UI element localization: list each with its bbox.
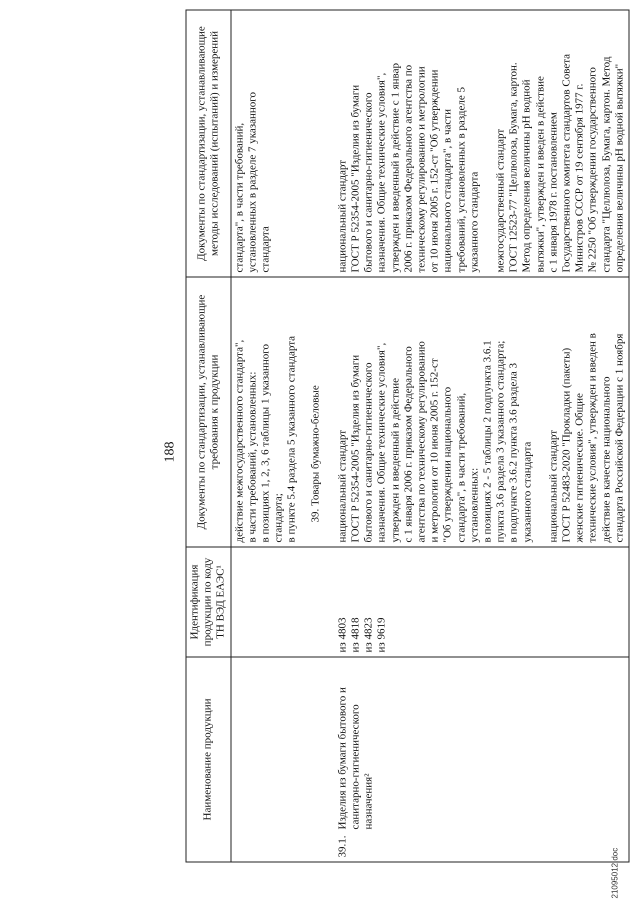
text-line: женские гигиенические. Общие bbox=[573, 393, 586, 543]
section-title: 39. Товары бумажно-беловые bbox=[309, 385, 322, 523]
text-line: агентства по техническому регулированию bbox=[415, 341, 428, 543]
text-line: стандарта", в части требований, bbox=[455, 392, 468, 543]
page-number: 188 bbox=[162, 441, 178, 463]
text-line: установленных: bbox=[468, 467, 481, 543]
text-line: стандарта "Целлюлоза, Бумага, картон. Метод bbox=[600, 56, 613, 273]
cont-name-cell bbox=[231, 657, 335, 862]
text-line: техническому регулированию и метрологии bbox=[415, 66, 428, 273]
text-line: требований, установленных в разделе 5 bbox=[455, 86, 468, 273]
hs-code: из 9619 bbox=[375, 617, 388, 653]
text-line: вытяжки", утвержден и введен в действие bbox=[534, 76, 547, 273]
item-name-cell bbox=[334, 657, 629, 862]
text-line: с 1 января 2006 г. приказом Федерального bbox=[402, 346, 415, 543]
text-line: в пункте 5.4 раздела 5 указанного стандарта bbox=[285, 335, 298, 543]
text-line: национальный стандарт bbox=[547, 429, 560, 543]
text-line: стандарта; bbox=[272, 493, 285, 543]
text-line: технические условия", утвержден и введен в bbox=[586, 333, 599, 543]
text-line: утвержден и введенный в действие bbox=[389, 378, 402, 543]
text-line: от 10 июня 2005 г. 152-ст "Об утверждении bbox=[428, 69, 441, 273]
item-req-cell bbox=[334, 277, 629, 547]
text-line: установленных в разделе 7 указанного bbox=[246, 91, 259, 273]
doc-footer: 21095012.doc bbox=[610, 847, 620, 899]
text-line: назначения. Общие технические условия", bbox=[375, 72, 388, 273]
text-line: Метод определения величины pH водной bbox=[520, 79, 533, 273]
text-line: утвержден и введенный в действие с 1 январ bbox=[389, 63, 402, 273]
header-row bbox=[186, 10, 231, 862]
item-number: 39.1. bbox=[336, 835, 349, 858]
cont-code-cell bbox=[231, 547, 335, 657]
text-line: определения величины pH водной вытяжки" bbox=[613, 63, 626, 273]
cont-req-cell bbox=[231, 277, 335, 547]
text-line: 2006 г. приказом Федерального агентства по bbox=[402, 64, 415, 273]
text-line: стандарта Российской Федерации с 1 ноября bbox=[613, 333, 626, 543]
text-line: бытового и санитарно-гигиенического bbox=[362, 92, 375, 273]
text-line: "Об утверждении национального bbox=[441, 386, 454, 543]
hs-code: из 4818 bbox=[349, 617, 362, 653]
text-line: бытового и санитарно-гигиенического bbox=[362, 362, 375, 543]
standards-table bbox=[186, 10, 630, 863]
item-code-cell bbox=[334, 547, 629, 657]
text-line: указанного стандарта bbox=[468, 171, 481, 273]
item-meth-cell bbox=[334, 10, 629, 277]
header-name: Наименование продукции bbox=[186, 657, 231, 862]
text-line: действие в качестве национального bbox=[600, 376, 613, 543]
text-line: национальный стандарт bbox=[336, 159, 349, 273]
text-line: с 1 января 1978 г. постановлением bbox=[547, 112, 560, 273]
text-line: назначения. Общие технические условия", bbox=[375, 342, 388, 543]
text-line: межгосударственный стандарт bbox=[494, 128, 507, 273]
text-line: и метрологии от 10 июня 2005 г. 152-ст bbox=[428, 358, 441, 543]
header-requirements: Документы по стандартизации, устанавливающие требования к продукции bbox=[186, 277, 231, 547]
cont-meth-cell bbox=[231, 10, 335, 277]
text-line: действие межгосударственного стандарта", bbox=[233, 339, 246, 543]
text-line: ГОСТ Р 52483-2020 "Прокладки (пакеты) bbox=[560, 347, 573, 543]
text-line: стандарта", в части требований, bbox=[233, 122, 246, 273]
text-line: в позициях 2 - 5 таблицы 2 подпункта 3.6.1 bbox=[481, 340, 494, 543]
text-line: национального стандарта", в части bbox=[441, 109, 454, 273]
text-line: ГОСТ Р 52354-2005 "Изделия из бумаги bbox=[349, 354, 362, 543]
text-line: № 2250 "Об утверждении государственного bbox=[586, 67, 599, 273]
text-line: национальный стандарт bbox=[336, 429, 349, 543]
text-line: указанного стандарта bbox=[521, 441, 534, 543]
text-line: пункта 3.6 раздела 3 указанного стандарта; bbox=[494, 340, 507, 543]
item-name: Изделия из бумаги бытового и санитарно-гигиенического назначения² bbox=[336, 687, 375, 830]
text-line: Государственного комитета стандартов Совета bbox=[560, 53, 573, 273]
hs-code: из 4803 bbox=[336, 617, 349, 653]
header-methods: Документы по стандартизации, устанавливающие методы исследований (испытаний) и измерений bbox=[186, 10, 231, 277]
text-line: Министров СССР от 19 сентября 1977 г. bbox=[573, 83, 586, 273]
text-line: ГОСТ Р 52354-2005 "Изделия из бумаги bbox=[349, 84, 362, 273]
text-line: в подпункте 3.6.2 пункта 3.6 раздела 3 bbox=[507, 363, 520, 543]
text-line: стандарта bbox=[259, 226, 272, 273]
item-row bbox=[334, 10, 629, 862]
hs-code: из 4823 bbox=[362, 617, 375, 653]
text-line: в части требований, установленных: bbox=[246, 371, 259, 543]
rotated-page bbox=[1, 0, 640, 905]
text-line: ГОСТ 12523-77 "Целлюлоза, Бумага, картон. bbox=[507, 62, 520, 273]
text-line: в позициях 1, 2, 3, 6 таблицы 1 указанного bbox=[259, 344, 272, 543]
header-code: Идентификация продукции по коду ТН ВЭД ЕАЭС¹ bbox=[186, 547, 231, 657]
continuation-row bbox=[231, 10, 335, 862]
